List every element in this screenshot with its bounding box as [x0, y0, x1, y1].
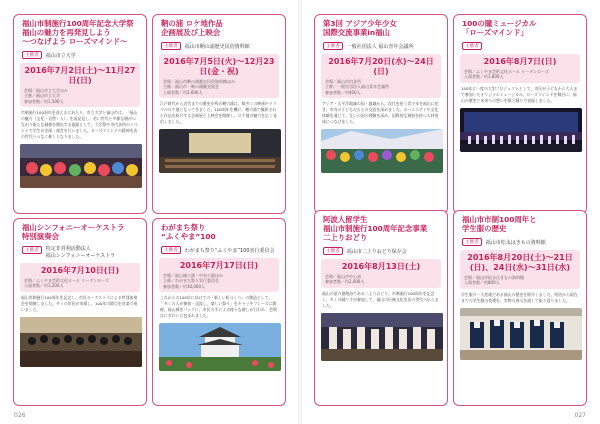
- event-date: 2016年8月7日(日): [483, 57, 557, 66]
- event-card-orchestra: [13, 218, 147, 406]
- event-info: 会場／福山市中心部 参加者数／約2,000人: [325, 274, 365, 285]
- organizer-badge: 主催者: [22, 246, 42, 254]
- event-card-nikagari-dance: [314, 210, 448, 406]
- page-number-right: 027: [574, 412, 586, 419]
- card-title: 福山市市制100周年と 学生服の歴史: [462, 215, 537, 233]
- event-photo: [460, 308, 582, 360]
- card-title: 福山シンフォニーオーケストラ 特別演奏会: [22, 223, 125, 241]
- event-card-musical: [453, 14, 587, 214]
- event-photo: [20, 317, 142, 367]
- card-title: 鞆の浦 ロケ地作品 企画展及び上映会: [161, 19, 223, 37]
- card-title: 福山市制施行100周年記念大学祭 福山の魅力を再発見しよう 〜つなげよう ローズマインド〜: [22, 19, 134, 46]
- event-card-town-festival: [152, 218, 286, 406]
- page-gutter: [298, 0, 302, 424]
- event-description: アジア・太平洋地域の国・地域から、次代を担う青少年を福山に招き、市内の子どもたちとの交流を深めました。ホームステイや文化体験を通じて、互いの国の理解を深め、国際的な視野を持つ人材育成につなげました。: [322, 101, 439, 125]
- event-date: 2016年8月13日(土): [341, 262, 421, 271]
- event-description: 市制施行100周年を迎えるにあたり、市立大学と福山市は、「福山の魅力（文化・自然・人）」を再発見し、若い世代と多様な層がつながり新たな価値を創出する取組として、大学祭や市内各所のイベントで学生が企画・運営を行いました。ローズマインドの精神を次の世代へつなぐ催しとなりました。: [21, 110, 138, 140]
- event-info: 会場／福山市内各所 主催／一般社団法人福山青年会議所 参加者数／約400人: [325, 79, 389, 95]
- event-date: 2016年7月20日(水)〜24日(日): [328, 57, 434, 76]
- organizer-name: 福山市二上りおどり保存会: [346, 248, 407, 255]
- organizer-badge: 主催者: [462, 238, 482, 246]
- event-date: 2016年7月5日(火)〜12月23日(金・祝): [163, 57, 275, 76]
- organizer-badge: 主催者: [22, 51, 42, 59]
- organizer-row: [462, 238, 580, 246]
- event-description: 江戸時代から近代までの歴史が残る鞆の浦は、数多くの映画やドラマのロケ地となってきました。100周年を機に、鞆の浦で撮影された作品を紹介する企画展と上映会を開催し、ロケ地の魅力を広く発信しました。: [160, 101, 277, 125]
- event-description: 学生服の一大産地である福山の歴史を紹介しました。明治から現在までの学生服の変遷を、実物の展示を通して振り返りました。: [461, 291, 578, 303]
- event-card-university-festival: [13, 14, 147, 214]
- date-panel: [321, 54, 441, 98]
- event-description: 福山の夏の風物詩である二上りおどり。市制施行100周年を記念し、多くの踊り手が参加して、福山の伝統文化を次の世代へ伝えました。: [322, 290, 439, 308]
- event-date: 2016年8月20日(土)〜21日(日)、24日(水)〜31日(水): [467, 253, 573, 272]
- date-panel: [159, 54, 279, 98]
- card-title: 100の瞳ミュージカル 「ローズマインド」: [462, 19, 537, 37]
- date-panel: [460, 54, 580, 83]
- organizer-name: 福山市鞆の浦歴史民俗資料館: [184, 43, 250, 50]
- event-info: 会場／福山市立大学ほか 主催／福山市立大学 参加者数／約1,500人: [24, 88, 68, 104]
- event-description: 100年に一度の大型プロジェクトとして、市民が子どもから大人まで参加したオリジナルミュージカル。ローズマインドを舞台に、福山の歴史と未来への想いを歌と踊りで表現しました。: [461, 85, 578, 103]
- organizer-name: 特定非営利活動法人 福山シンフォニーオーケストラ: [45, 246, 116, 259]
- event-photo: [460, 108, 582, 152]
- event-card-school-uniform: [453, 210, 587, 406]
- event-description: 福山市制施行100周年を記念し、市民オーケストラによる特別演奏会を開催しました。多くの市民が来場し、100年の節目を音楽で祝いました。: [21, 294, 138, 312]
- date-panel: [159, 258, 279, 292]
- organizer-badge: 主催者: [161, 246, 181, 254]
- event-date: 2016年7月17日(日): [179, 261, 259, 270]
- event-info: 会場／ふくやま芸術文化ホール リーデンローズ 入場者数／約1,800人: [464, 69, 549, 80]
- organizer-badge: 主催者: [462, 42, 482, 50]
- event-photo: [321, 313, 443, 361]
- organizer-row: [323, 247, 441, 255]
- date-panel: [20, 263, 140, 292]
- date-panel: [321, 259, 441, 288]
- event-card-asia-youth-exchange: [314, 14, 448, 214]
- organizer-row: [22, 246, 140, 259]
- organizer-row: [22, 51, 140, 59]
- event-date: 2016年7月2日(土)〜11月27日(日): [24, 66, 136, 85]
- event-photo: [20, 144, 142, 188]
- organizer-badge: 主催者: [323, 247, 343, 255]
- organizer-name: わがまち祭り“ふくやま”100実行委員会: [184, 247, 275, 254]
- organizer-row: [323, 42, 441, 50]
- card-title: 第3回 アジア少年少女 国際交流事業in福山: [323, 19, 397, 37]
- date-panel: [460, 250, 580, 289]
- organizer-badge: 主催者: [323, 42, 343, 50]
- event-info: 会場／福山城公園・中央公園ほか 主催／わがまち祭り実行委員会 参加者数／約30,000人: [163, 273, 223, 289]
- date-panel: [20, 63, 140, 107]
- event-description: これからの100年に向けての「新しい町づくり」の創造として、「多くの人が参加・交流し、楽しい祭り」をキャッチフレーズに開催。福山城をバックに、市民の手による様々な催しが行われ、会場はにぎわいに包まれました。: [160, 295, 277, 319]
- event-info: 会場／福山市松永はきもの資料館 入場者数／約800人: [464, 275, 524, 286]
- card-title: 阿波人留学生 福山市制施行100周年記念事業 二上りおどり: [323, 215, 428, 242]
- organizer-name: 福山市松永はきもの資料館: [485, 239, 546, 246]
- card-title: わがまち祭り “ふくやま”100: [161, 223, 216, 241]
- organizer-name: 福山市立大学: [45, 52, 76, 59]
- event-photo: [159, 129, 281, 173]
- event-date: 2016年7月10日(日): [40, 266, 120, 275]
- event-photo: [159, 323, 281, 371]
- event-photo: [321, 129, 443, 173]
- organizer-row: [161, 246, 279, 254]
- event-card-tomonoura-film: [152, 14, 286, 214]
- page-number-left: 026: [14, 412, 26, 419]
- organizer-badge: 主催者: [161, 42, 181, 50]
- event-info: 会場／ふくやま芸術文化ホール リーデンローズ 入場者数／約1,200人: [24, 278, 109, 289]
- organizer-name: 一般社団法人 福山青年会議所: [346, 43, 414, 50]
- organizer-row: [462, 42, 580, 50]
- event-info: 会場／福山市鞆の浦歴史民俗資料館ほか 主催／福山市・鞆の浦観光協会 入場者数／約2,000人: [163, 79, 235, 95]
- organizer-row: [161, 42, 279, 50]
